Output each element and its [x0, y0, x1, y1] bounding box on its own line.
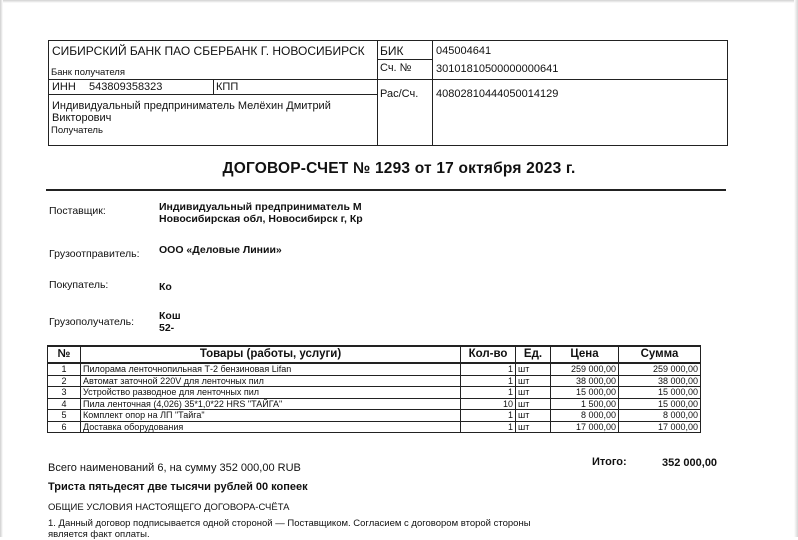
- page-edge-right: [794, 0, 798, 537]
- row-price: 38 000,00: [551, 375, 619, 387]
- row-unit: шт: [516, 398, 551, 410]
- row-price: 1 500,00: [551, 398, 619, 410]
- row-price: 15 000,00: [551, 387, 619, 399]
- table-row: [48, 375, 701, 387]
- row-sum: 15 000,00: [619, 398, 701, 410]
- row-unit: шт: [516, 387, 551, 399]
- corr-account-label: Сч. №: [380, 62, 412, 74]
- col-header-num: №: [48, 346, 81, 363]
- buyer-value: Ко: [159, 281, 172, 293]
- supplier-line1: Индивидуальный предприниматель М: [159, 201, 362, 213]
- row-name: Доставка оборудования: [81, 421, 461, 433]
- row-qty: 10: [461, 398, 516, 410]
- inn-value: 543809358323: [89, 81, 163, 93]
- col-header-unit: Ед.: [516, 346, 551, 363]
- row-name: Комплект опор на ЛП "Тайга": [81, 410, 461, 422]
- row-unit: шт: [516, 375, 551, 387]
- table-row: [48, 410, 701, 422]
- row-qty: 1: [461, 410, 516, 422]
- settlement-account-value: 40802810444050014129: [436, 88, 559, 100]
- goods-table: [47, 345, 701, 433]
- row-num: 3: [48, 387, 81, 399]
- recipient-name-line1: Индивидуальный предприниматель Мелёхин Дмитрий: [52, 100, 331, 112]
- document-title: ДОГОВОР-СЧЕТ № 1293 от 17 октября 2023 г.: [222, 160, 576, 177]
- summary-line: Всего наименований 6, на сумму 352 000,00 RUB: [48, 462, 301, 474]
- recipient-label: Получатель: [51, 125, 103, 136]
- conditions-title: ОБЩИЕ УСЛОВИЯ НАСТОЯЩЕГО ДОГОВОРА-СЧЁТА: [48, 502, 290, 513]
- consignee-line2: 52-: [159, 322, 175, 334]
- table-row: [48, 398, 701, 410]
- bik-value: 045004641: [436, 45, 492, 57]
- page-edge-left: [0, 0, 3, 537]
- page-edge-top: [0, 0, 798, 3]
- row-price: 17 000,00: [551, 421, 619, 433]
- row-sum: 17 000,00: [619, 421, 701, 433]
- consignee-line1: Кош: [159, 310, 181, 322]
- row-unit: шт: [516, 421, 551, 433]
- condition-1-line2: является факт оплаты.: [48, 529, 150, 540]
- shipper-label: Грузоотправитель:: [49, 248, 140, 260]
- kpp-label: КПП: [216, 81, 239, 93]
- row-price: 259 000,00: [551, 363, 619, 375]
- bik-label: БИК: [380, 44, 404, 58]
- row-sum: 259 000,00: [619, 363, 701, 375]
- col-header-sum: Сумма: [619, 346, 701, 363]
- row-num: 2: [48, 375, 81, 387]
- buyer-label: Покупатель:: [49, 279, 109, 291]
- bank-details-table: [48, 40, 728, 146]
- row-qty: 1: [461, 421, 516, 433]
- condition-1-line1: 1. Данный договор подписывается одной стороной — Поставщиком. Согласием с договором второй стороны: [48, 518, 531, 529]
- row-name: Пила ленточная (4,026) 35*1,0*22 HRS "ТАЙГА": [81, 398, 461, 410]
- recipient-name-line2: Викторович: [52, 112, 112, 124]
- shipper-value: ООО «Деловые Линии»: [159, 244, 282, 256]
- row-unit: шт: [516, 363, 551, 375]
- col-header-name: Товары (работы, услуги): [81, 346, 461, 363]
- row-num: 1: [48, 363, 81, 375]
- row-num: 4: [48, 398, 81, 410]
- title-divider: [46, 189, 726, 191]
- supplier-line2: Новосибирская обл, Новосибирск г, Кр: [159, 213, 363, 225]
- table-row: [48, 387, 701, 399]
- corr-account-value: 30101810500000000641: [436, 63, 559, 75]
- row-sum: 8 000,00: [619, 410, 701, 422]
- row-sum: 15 000,00: [619, 387, 701, 399]
- row-name: Автомат заточной 220V для ленточных пил: [81, 375, 461, 387]
- settlement-account-label: Рас/Сч.: [380, 88, 419, 100]
- supplier-label: Поставщик:: [49, 205, 106, 217]
- total-label: Итого:: [592, 456, 627, 468]
- row-price: 8 000,00: [551, 410, 619, 422]
- total-value: 352 000,00: [662, 457, 718, 469]
- inn-label: ИНН: [52, 81, 76, 93]
- row-qty: 1: [461, 387, 516, 399]
- consignee-label: Грузополучатель:: [49, 316, 135, 328]
- row-num: 5: [48, 410, 81, 422]
- amount-in-words: Триста пятьдесят две тысячи рублей 00 копеек: [48, 481, 308, 493]
- row-num: 6: [48, 421, 81, 433]
- row-unit: шт: [516, 410, 551, 422]
- goods-header-row: [48, 346, 701, 363]
- row-qty: 1: [461, 375, 516, 387]
- row-sum: 38 000,00: [619, 375, 701, 387]
- row-name: Пилорама ленточнопильная Т-2 бензиновая Lifan: [81, 363, 461, 375]
- recipient-bank-label: Банк получателя: [51, 67, 125, 78]
- row-name: Устройство разводное для ленточных пил: [81, 387, 461, 399]
- col-header-qty: Кол-во: [461, 346, 516, 363]
- bank-name: СИБИРСКИЙ БАНК ПАО СБЕРБАНК Г. НОВОСИБИРСК: [52, 44, 365, 58]
- table-row: [48, 363, 701, 375]
- table-row: [48, 421, 701, 433]
- col-header-price: Цена: [551, 346, 619, 363]
- row-qty: 1: [461, 363, 516, 375]
